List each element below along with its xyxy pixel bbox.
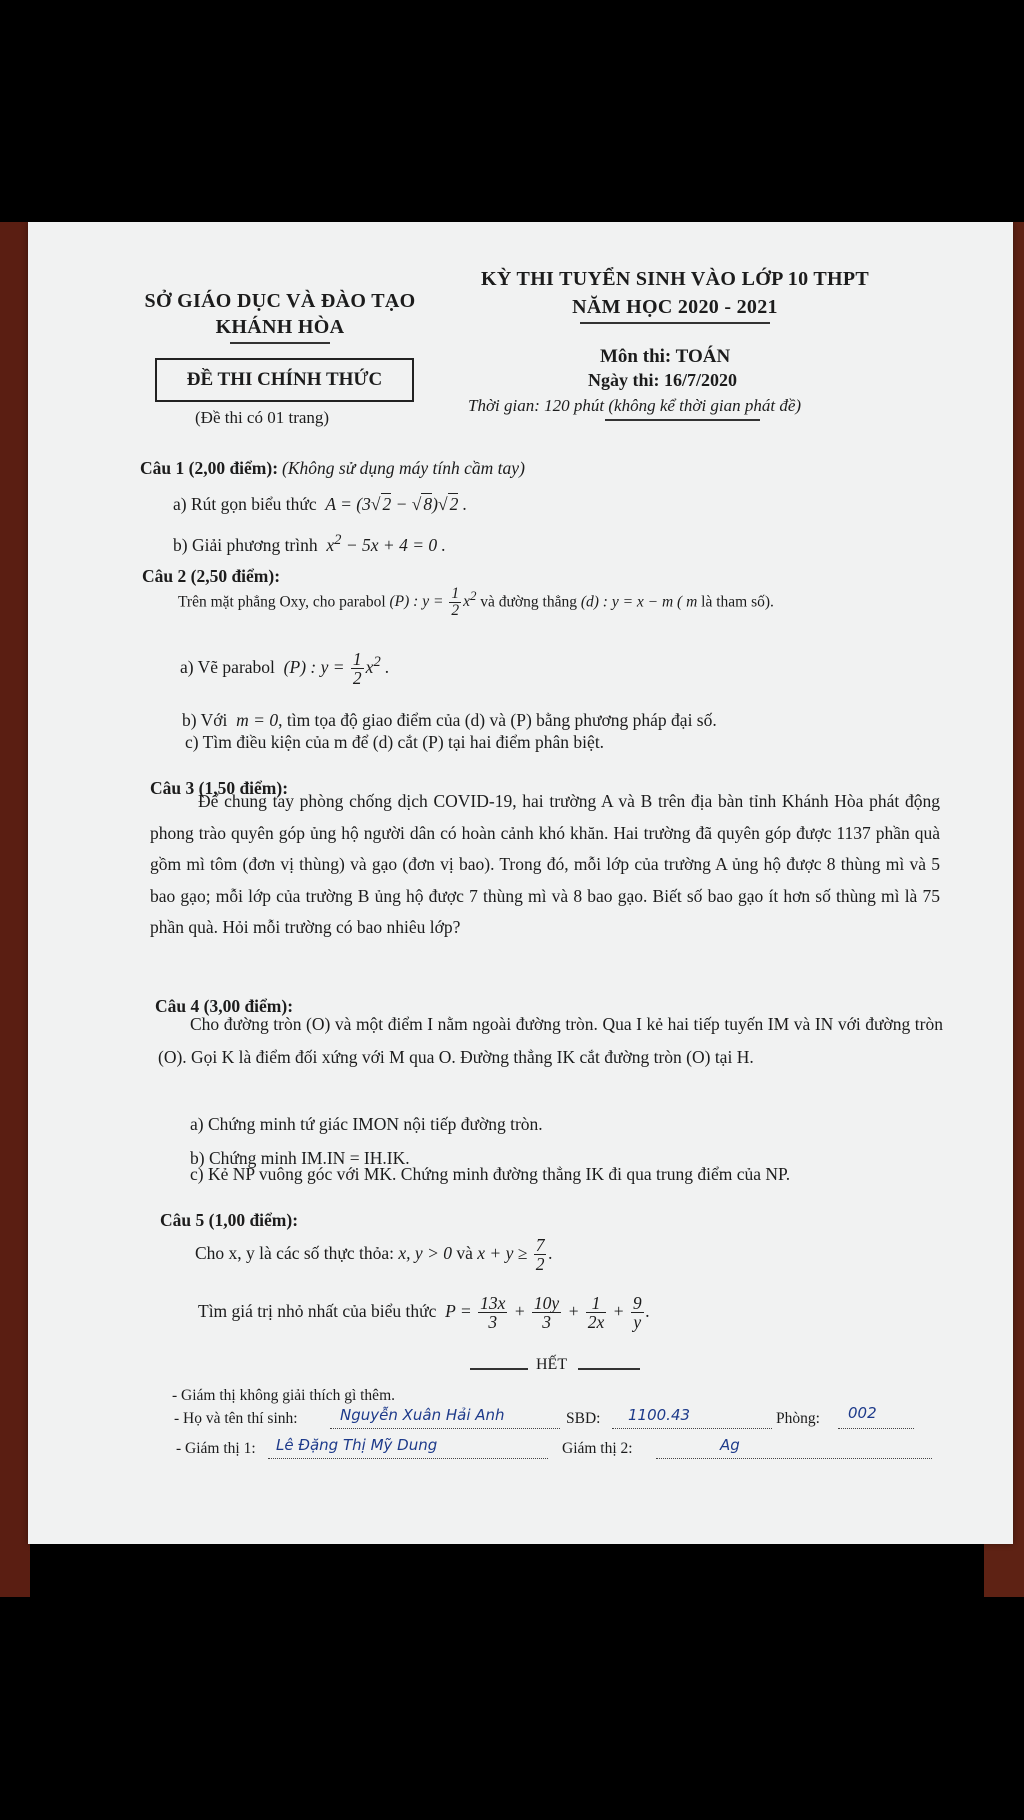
question-1b-formula: $x^2 - 5x + 4 = 0$ . (322, 532, 446, 555)
candidate-name-label: - Họ và tên thí sinh: (174, 1410, 298, 1427)
question-4b: b) Chứng minh IM.IN = IH.IK. (190, 1148, 410, 1168)
proctor-2-label: Giám thị 2: (562, 1440, 633, 1457)
question-5-condition: x, y > 0 (398, 1242, 452, 1263)
sbd-field (612, 1428, 772, 1429)
official-exam-label: ĐỀ THI CHÍNH THỨC (186, 369, 383, 390)
question-5-line1 (195, 1236, 553, 1274)
candidate-name-handwriting: Nguyễn Xuân Hải Anh (340, 1406, 505, 1424)
exam-date: Ngày thi: 16/7/2020 (588, 370, 738, 390)
exam-title: KỲ THI TUYỂN SINH VÀO LỚP 10 THPT (481, 268, 869, 290)
official-exam-box (155, 358, 414, 402)
proctor-2-field (656, 1458, 932, 1459)
question-2b-post: , tìm tọa độ giao điểm của (d) và (P) bằng phương pháp đại số. (278, 710, 717, 730)
sbd-label: SBD: (566, 1410, 601, 1427)
end-line-left (470, 1368, 528, 1370)
proctor-note: - Giám thị không giải thích gì thêm. (172, 1387, 395, 1404)
line-formula: (d) : y = x − m ( m (580, 593, 698, 611)
end-marker: HẾT (536, 1356, 568, 1373)
question-5-inequality: x + y ≥ $\frac{7}{2}$ . (477, 1235, 553, 1275)
room-field (838, 1428, 914, 1429)
proctor-1-field (268, 1458, 548, 1459)
question-1-title: Câu 1 (2,00 điểm): (140, 458, 279, 478)
question-2-title: Câu 2 (2,50 điểm): (142, 566, 281, 586)
proctor-1-label: - Giám thị 1: (176, 1440, 256, 1457)
question-2b (182, 710, 717, 731)
question-1-note: (Không sử dụng máy tính cầm tay) (282, 458, 525, 478)
question-4c: c) Kẻ NP vuông góc với MK. Chứng minh đường thẳng IK đi qua trung điểm của NP. (190, 1164, 791, 1184)
question-1a (173, 494, 467, 515)
question-1b-text: b) Giải phương trình (173, 534, 318, 555)
school-year-underline (580, 322, 770, 324)
question-2a-text: a) Vẽ parabol (180, 656, 275, 677)
room-label: Phòng: (776, 1410, 820, 1427)
province-underline (230, 342, 330, 344)
question-1a-text: a) Rút gọn biểu thức (173, 494, 317, 514)
exam-time: Thời gian: 120 phút (không kể thời gian phát đề) (468, 396, 802, 415)
time-underline (605, 419, 760, 421)
question-2-intro-mid: và đường thẳng (480, 593, 577, 611)
parabol-formula: (P) : y = $\frac{1}{2}$ $x^2$ (389, 585, 477, 620)
question-5-and: và (456, 1242, 473, 1263)
room-handwriting: 002 (848, 1404, 877, 1422)
question-5-line2 (198, 1294, 650, 1332)
candidate-name-field (330, 1428, 560, 1429)
subject: Môn thi: TOÁN (600, 346, 731, 367)
question-5-title: Câu 5 (1,00 điểm): (160, 1210, 299, 1230)
table-surface-left (0, 222, 30, 1597)
question-4-title: Câu 4 (3,00 điểm): (155, 996, 294, 1016)
question-3-body: Để chung tay phòng chống dịch COVID-19, hai trường A và B trên địa bàn tỉnh Khánh Hòa phát động phong trào quyên góp ủng hộ người dân có hoàn cảnh khó khăn. Hai trường đã quyên góp được 1137 phần quà gồm mì tôm (đơn vị thùng) và gạo (đơn vị bao). Trong đó, mỗi lớp của trường A ủng hộ được 8 thùng mì và 5 bao gạo; mỗi lớp của trường B ủng hộ được 7 thùng mì và 8 bao gạo. Biết số bao gạo ít hơn số thùng mì là 75 phần quà. Hỏi mỗi trường có bao nhiêu lớp? (150, 791, 940, 937)
end-line-right (578, 1368, 640, 1370)
question-4a: a) Chứng minh tứ giác IMON nội tiếp đường tròn. (190, 1114, 543, 1134)
question-1b (173, 532, 446, 556)
province-name: KHÁNH HÒA (215, 316, 345, 338)
question-2-intro-pre: Trên mặt phẳng Oxy, cho parabol (178, 593, 386, 611)
question-2a-formula: (P) : y = $\frac{1}{2}$ $x^2$ . (279, 649, 390, 689)
question-2b-pre: b) Với (182, 710, 228, 730)
sbd-handwriting: 1100.43 (628, 1406, 691, 1424)
proctor-1-signature: Lê Đặng Thị Mỹ Dung (276, 1436, 438, 1454)
question-5-expression: P = $\frac{13x}{3}$ + $\frac{10y}{3}$ + $\frac{1}{2x}$ + $\frac{9}{y}$ . (440, 1293, 650, 1333)
proctor-2-signature: Ag (720, 1436, 740, 1454)
question-2b-formula: m = 0 (231, 710, 279, 730)
department-name: SỞ GIÁO DỤC VÀ ĐÀO TẠO (144, 290, 416, 312)
question-2-intro-post: là tham số). (701, 593, 774, 611)
question-2c: c) Tìm điều kiện của m để (d) cắt (P) tại hai điểm phân biệt. (185, 732, 605, 752)
question-4-body: Cho đường tròn (O) và một điểm I nằm ngoài đường tròn. Qua I kẻ hai tiếp tuyến IM và IN với đường tròn (O). Gọi K là điểm đối xứng với M qua O. Đường thẳng IK cắt đường tròn (O) tại H. (158, 1014, 943, 1067)
question-3-title: Câu 3 (1,50 điểm): (150, 778, 289, 798)
question-5-line1-pre: Cho x, y là các số thực thỏa: (195, 1242, 395, 1263)
question-1a-formula: A = (3√ 2 − √ 8)√ 2 . (321, 494, 468, 514)
school-year: NĂM HỌC 2020 - 2021 (572, 296, 778, 318)
pages-note: (Đề thi có 01 trang) (195, 408, 330, 427)
question-5-line2-pre: Tìm giá trị nhỏ nhất của biểu thức (198, 1300, 437, 1321)
question-2-intro (178, 586, 774, 620)
question-1-heading (140, 458, 525, 479)
question-2a (180, 650, 390, 688)
